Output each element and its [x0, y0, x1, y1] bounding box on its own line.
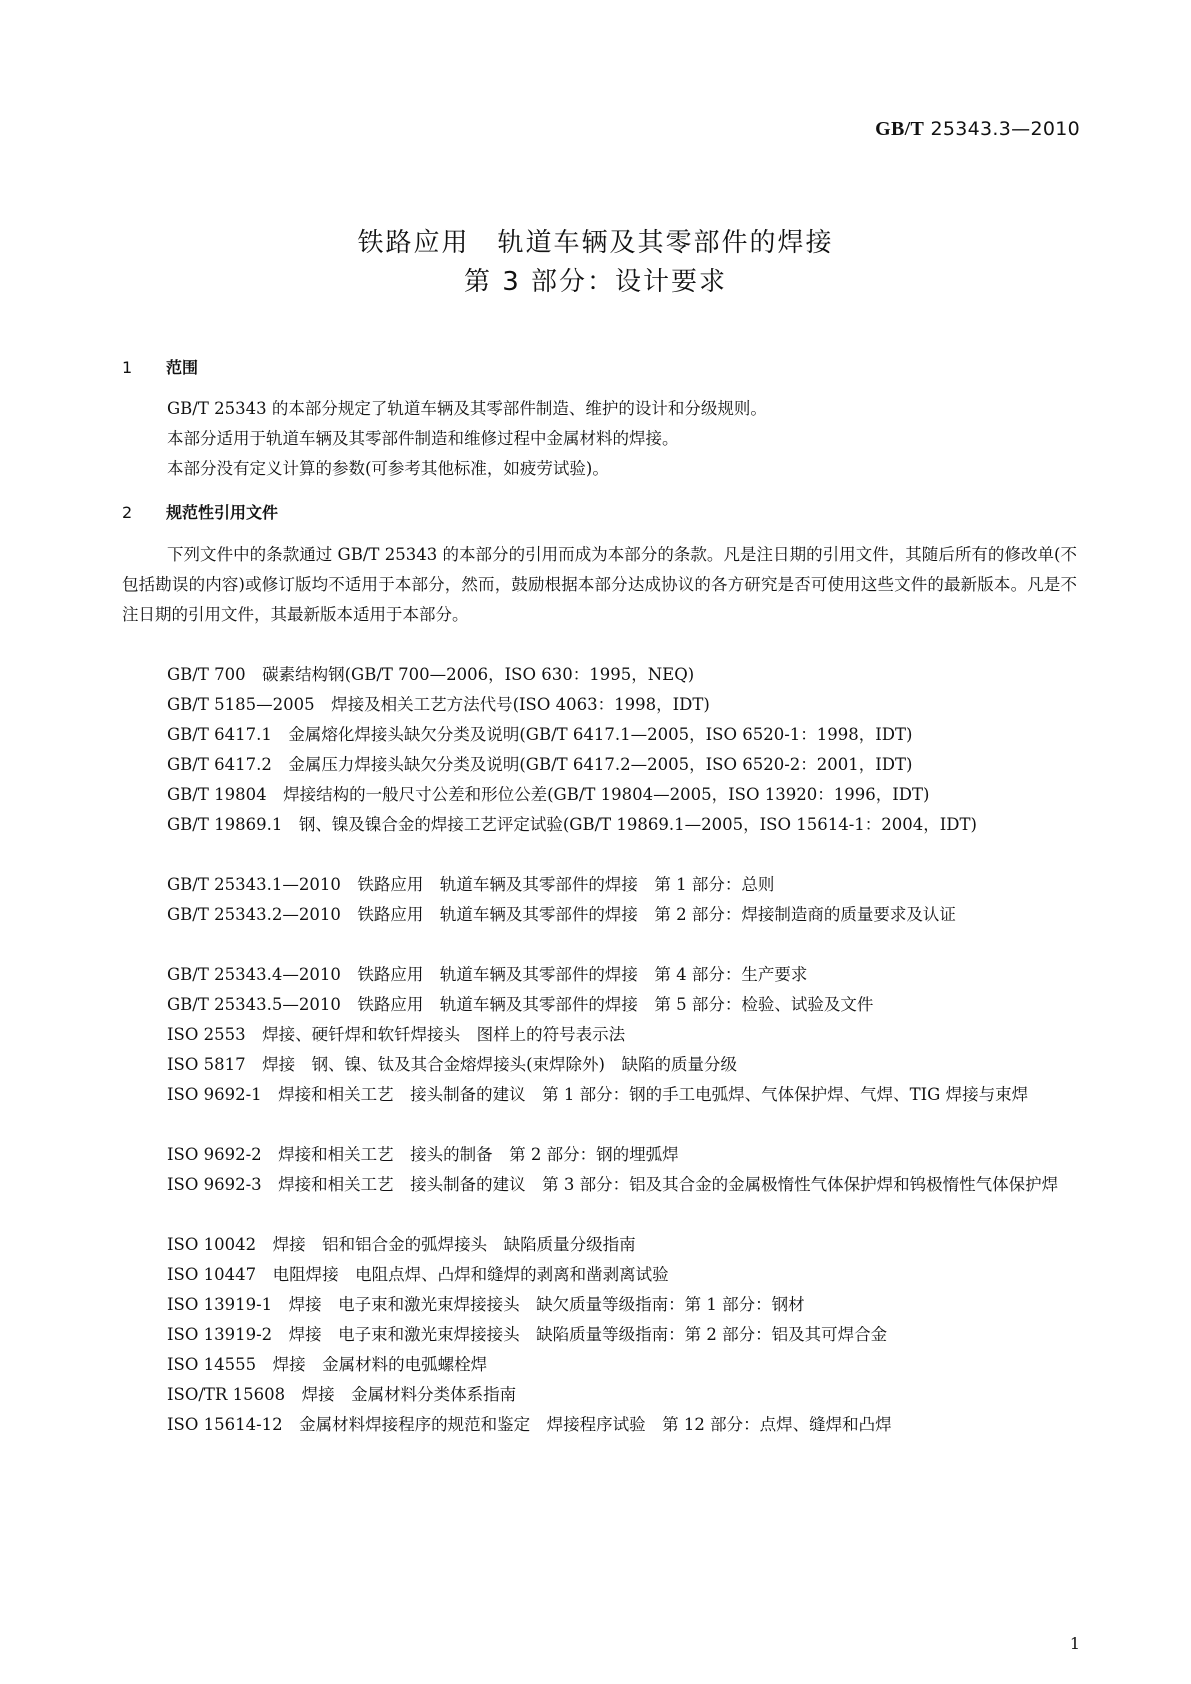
reference-item: ISO 5817 焊接 钢、镍、钛及其合金熔焊接头(束焊除外) 缺陷的质量分级: [167, 1055, 737, 1074]
section-number: 1: [122, 358, 133, 377]
reference-item: GB/T 25343.2—2010 铁路应用 轨道车辆及其零部件的焊接 第 2 部分：焊接制造商的质量要求及认证: [167, 905, 956, 924]
scope-paragraph: 本部分没有定义计算的参数(可参考其他标准，如疲劳试验)。: [167, 459, 609, 478]
references-intro-paragraph: 下列文件中的条款通过 GB/T 25343 的本部分的引用而成为本部分的条款。凡是注日期的引用文件，其随后所有的修改单(不包括勘误的内容)或修订版均不适用于本部分，然而，鼓励根据本部分达成协议的各方研究是否可使用这些文件的最新版本。凡是不注日期的引用文件，其最新版本适用于本部分。: [122, 545, 1077, 624]
reference-item: GB/T 25343.1—2010 铁路应用 轨道车辆及其零部件的焊接 第 1 部分：总则: [167, 875, 775, 894]
reference-item: GB/T 6417.2 金属压力焊接头缺欠分类及说明(GB/T 6417.2—2005，ISO 6520-2：2001，IDT): [167, 755, 913, 774]
reference-item: GB/T 25343.4—2010 铁路应用 轨道车辆及其零部件的焊接 第 4 部分：生产要求: [167, 965, 808, 984]
reference-item: ISO 9692-2 焊接和相关工艺 接头的制备 第 2 部分：钢的埋弧焊: [167, 1145, 679, 1164]
document-title: 铁路应用 轨道车辆及其零部件的焊接: [357, 228, 834, 258]
reference-item: ISO 10447 电阻焊接 电阻点焊、凸焊和缝焊的剥离和凿剥离试验: [167, 1265, 669, 1284]
section-title: 范围: [166, 358, 199, 377]
reference-item: ISO 9692-1 焊接和相关工艺 接头制备的建议 第 1 部分：钢的手工电弧焊、气体保护焊、气焊、TIG 焊接与束焊: [167, 1085, 1029, 1104]
reference-item: ISO 10042 焊接 铝和铝合金的弧焊接头 缺陷质量分级指南: [167, 1235, 636, 1254]
reference-item: ISO 13919-1 焊接 电子束和激光束焊接接头 缺欠质量等级指南：第 1 部分：钢材: [167, 1295, 805, 1314]
reference-item: GB/T 25343.5—2010 铁路应用 轨道车辆及其零部件的焊接 第 5 部分：检验、试验及文件: [167, 995, 874, 1014]
reference-item: ISO 2553 焊接、硬钎焊和软钎焊接头 图样上的符号表示法: [167, 1025, 626, 1044]
section-heading-normative-references: [122, 500, 278, 523]
reference-item: ISO 14555 焊接 金属材料的电弧螺栓焊: [167, 1355, 488, 1374]
section-title: 规范性引用文件: [166, 503, 279, 522]
reference-item: ISO 13919-2 焊接 电子束和激光束焊接接头 缺陷质量等级指南：第 2 部分：铝及其可焊合金: [167, 1325, 888, 1344]
section-heading-scope: [122, 355, 198, 378]
reference-item: ISO 9692-3 焊接和相关工艺 接头制备的建议 第 3 部分：铝及其合金的金属极惰性气体保护焊和钨极惰性气体保护焊: [167, 1175, 1059, 1194]
page-number: 1: [1069, 1634, 1080, 1653]
reference-item: GB/T 5185—2005 焊接及相关工艺方法代号(ISO 4063：1998，IDT): [167, 695, 710, 714]
reference-item: GB/T 19804 焊接结构的一般尺寸公差和形位公差(GB/T 19804—2005，ISO 13920：1996，IDT): [167, 785, 930, 804]
section-number: 2: [122, 503, 133, 522]
reference-item: ISO/TR 15608 焊接 金属材料分类体系指南: [167, 1385, 517, 1404]
standard-code: 25343.3—2010: [930, 118, 1080, 140]
reference-item: ISO 15614-12 金属材料焊接程序的规范和鉴定 焊接程序试验 第 12 部分：点焊、缝焊和凸焊: [167, 1415, 892, 1434]
standard-prefix: GB/T: [875, 118, 925, 140]
document-subtitle: 第 3 部分：设计要求: [463, 267, 728, 297]
reference-item: GB/T 700 碳素结构钢(GB/T 700—2006，ISO 630：1995，NEQ): [167, 665, 695, 684]
scope-paragraph: GB/T 25343 的本部分规定了轨道车辆及其零部件制造、维护的设计和分级规则。: [167, 399, 767, 418]
reference-item: GB/T 6417.1 金属熔化焊接头缺欠分类及说明(GB/T 6417.1—2005，ISO 6520-1：1998，IDT): [167, 725, 913, 744]
reference-item: GB/T 19869.1 钢、镍及镍合金的焊接工艺评定试验(GB/T 19869.1—2005，ISO 15614-1：2004，IDT): [167, 815, 977, 834]
scope-paragraph: 本部分适用于轨道车辆及其零部件制造和维修过程中金属材料的焊接。: [167, 429, 679, 448]
standard-number: [875, 118, 1080, 141]
